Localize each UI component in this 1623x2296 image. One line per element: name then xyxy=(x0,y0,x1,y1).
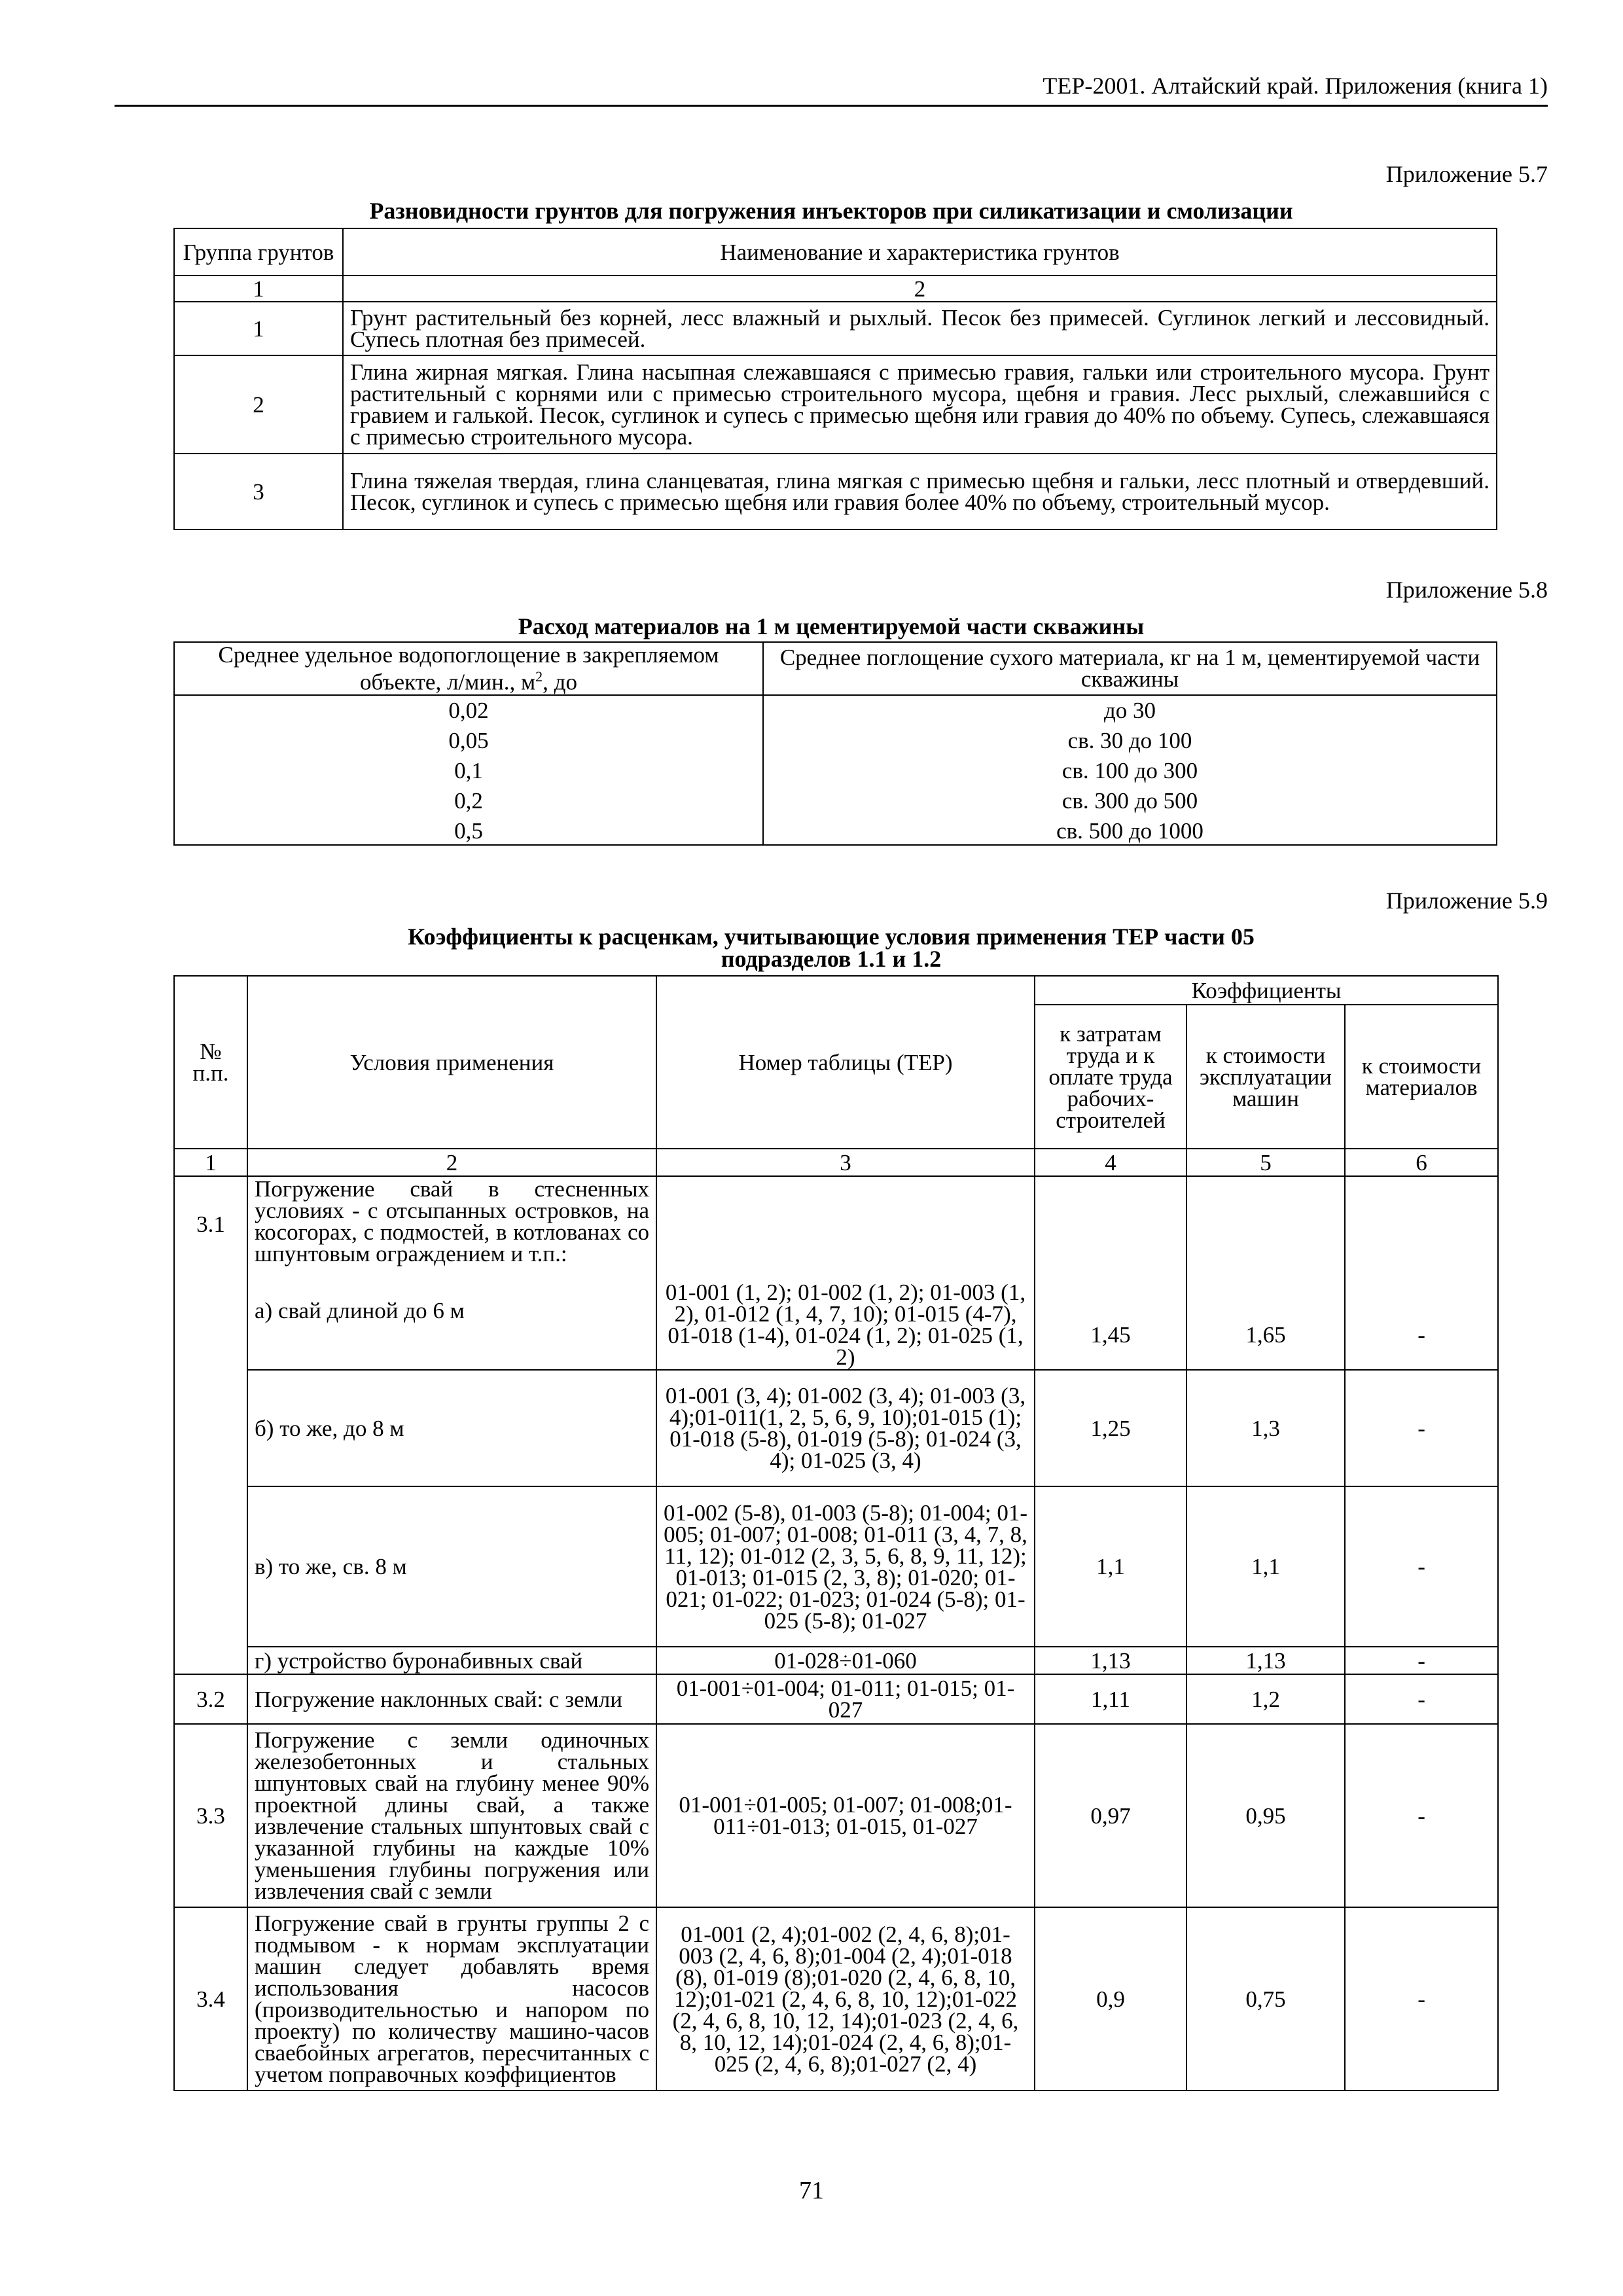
coefficients-table xyxy=(173,975,1499,2091)
soil-description: Глина жирная мягкая. Глина насыпная слежавшаяся с примесью гравия, гальки или строительного мусора. Грунт растительный с корнями или с примесью строительного мусора, щебня и гравия. Лесс рыхлый, слежавшийся с гравием и галькой. Песок, суглинок и супесь с примесью щебня или гравия до 40% по объему. Супесь, слежавшаяся с примесью строительного мусора. xyxy=(343,355,1497,454)
coef-machines: 1,13 xyxy=(1186,1647,1345,1674)
table-row xyxy=(174,723,1497,753)
dry-material-value: до 30 xyxy=(763,695,1497,723)
appendix-5-7-title: Разновидности грунтов для погружения инъекторов при силикатизации и смолизации xyxy=(369,198,1293,224)
appendix-5-8-title: Расход материалов на 1 м цементируемой части скважины xyxy=(518,613,1145,639)
col-number-row xyxy=(174,1149,1498,1176)
coef-materials: - xyxy=(1345,1647,1498,1674)
condition-text xyxy=(247,1176,656,1370)
coef-labor: 0,97 xyxy=(1035,1724,1186,1907)
col-header-description: Наименование и характеристика грунтов xyxy=(343,228,1497,276)
soil-group: 2 xyxy=(174,355,343,454)
table-row xyxy=(174,1486,1498,1647)
col-number-row xyxy=(174,276,1497,302)
table-row xyxy=(174,1907,1498,2090)
appendix-5-8-label: Приложение 5.8 xyxy=(1385,577,1548,603)
water-absorption-value: 0,05 xyxy=(174,723,763,753)
col-number: 2 xyxy=(247,1149,656,1176)
running-header: ТЕР-2001. Алтайский край. Приложения (книга 1) xyxy=(1043,73,1548,99)
soil-types-table xyxy=(173,228,1497,530)
table-row xyxy=(174,1176,1498,1370)
col-number: 6 xyxy=(1345,1149,1498,1176)
col-header-materials: к стоимости материалов xyxy=(1345,1005,1498,1149)
condition-text: Погружение с земли одиночных железобетонных и стальных шпунтовых свай на глубину менее 90% проектной длины свай, а также извлечение стальных шпунтовых свай с указанной глубины на каждые 10% уменьшения глубины погружения или извлечения свай с земли xyxy=(247,1724,656,1907)
coef-machines: 1,1 xyxy=(1186,1486,1345,1647)
condition-subitem: в) то же, св. 8 м xyxy=(247,1486,656,1647)
soil-description: Глина тяжелая твердая, глина сланцеватая, глина мягкая с примесью щебня и гальки, лесс плотный и отвердевший. Песок, суглинок и супесь с примесью щебня или гравия более 40% по объему, строительный мусор. xyxy=(343,454,1497,529)
table-row xyxy=(174,1370,1498,1486)
coef-machines: 0,95 xyxy=(1186,1724,1345,1907)
col-number: 1 xyxy=(174,276,343,302)
appendix-5-7-label: Приложение 5.7 xyxy=(1385,161,1548,187)
appendix-5-9-title: Коэффициенты к расценкам, учитывающие условия применения ТЕР части 05 подразделов 1.1 и 1.2 xyxy=(408,924,1255,972)
col-header-machines: к стоимости эксплуатации машин xyxy=(1186,1005,1345,1149)
table-numbers: 01-002 (5-8), 01-003 (5-8); 01-004; 01-005; 01-007; 01-008; 01-011 (3, 4, 7, 8, 11, 12); 01-012 (2, 3, 5, 6, 8, 9, 11, 12); 01-013; 01-015 (2, 3, 8); 01-020; 01-021; 01-022; 01-023; 01-024 (5-8); 01-025 (5-8); 01-027 xyxy=(656,1486,1035,1647)
coef-labor: 1,13 xyxy=(1035,1647,1186,1674)
col-header-dry-material: Среднее поглощение сухого материала, кг на 1 м, цементируемой части скважины xyxy=(763,642,1497,695)
material-consumption-table xyxy=(173,641,1497,846)
dry-material-value: св. 500 до 1000 xyxy=(763,813,1497,845)
coef-labor: 1,45 xyxy=(1035,1176,1186,1370)
col-header-group: Группа грунтов xyxy=(174,228,343,276)
water-absorption-value: 0,2 xyxy=(174,783,763,813)
dry-material-value: св. 30 до 100 xyxy=(763,723,1497,753)
coef-materials: - xyxy=(1345,1370,1498,1486)
page-number: 71 xyxy=(799,2177,824,2204)
table-row xyxy=(174,454,1497,529)
coef-machines: 0,75 xyxy=(1186,1907,1345,2090)
table-numbers: 01-001 (3, 4); 01-002 (3, 4); 01-003 (3, 4);01-011(1, 2, 5, 6, 9, 10);01-015 (1); 01-018 (5-8), 01-019 (5-8); 01-024 (3, 4); 01-025 (3, 4) xyxy=(656,1370,1035,1486)
table-numbers: 01-001 (2, 4);01-002 (2, 4, 6, 8);01-003 (2, 4, 6, 8);01-004 (2, 4);01-018 (8), 01-019 (8);01-020 (2, 4, 6, 8, 10, 12);01-021 (2, 4, 6, 8, 10, 12);01-022 (2, 4, 6, 8, 10, 12, 14);01-023 (2, 4, 6, 8, 10, 12, 14);01-024 (2, 4, 6, 8);01-025 (2, 4, 6, 8);01-027 (2, 4) xyxy=(656,1907,1035,2090)
table-header-row xyxy=(174,642,1497,695)
table-row xyxy=(174,695,1497,723)
dry-material-value: св. 300 до 500 xyxy=(763,783,1497,813)
coef-machines: 1,2 xyxy=(1186,1674,1345,1724)
row-number: 3.4 xyxy=(174,1907,247,2090)
table-row xyxy=(174,1674,1498,1724)
coef-machines: 1,65 xyxy=(1186,1176,1345,1370)
col-header-num: № п.п. xyxy=(174,976,247,1149)
condition-subitem: г) устройство буронабивных свай xyxy=(247,1647,656,1674)
table-header-row xyxy=(174,228,1497,276)
col-header-conditions: Условия применения xyxy=(247,976,656,1149)
col-header-water-absorption: Среднее удельное водопоглощение в закрепляемом объекте, л/мин., $м^2$, до xyxy=(174,642,763,695)
table-row xyxy=(174,783,1497,813)
col-number: 5 xyxy=(1186,1149,1345,1176)
condition-text: Погружение свай в грунты группы 2 с подмывом - к нормам эксплуатации машин следует добавлять время использования насосов (производительностью и напором по проекту) по количеству машино-часов сваебойных агрегатов, пересчитанных с учетом поправочных коэффициентов xyxy=(247,1907,656,2090)
row-number: 3.3 xyxy=(174,1724,247,1907)
table-header-row xyxy=(174,976,1498,1005)
coef-labor: 1,1 xyxy=(1035,1486,1186,1647)
soil-group: 1 xyxy=(174,302,343,355)
col-header-labor: к затратам труда и к оплате труда рабочих-строителей xyxy=(1035,1005,1186,1149)
soil-group: 3 xyxy=(174,454,343,529)
condition-subitem: б) то же, до 8 м xyxy=(247,1370,656,1486)
row-number: 3.2 xyxy=(174,1674,247,1724)
coef-materials: - xyxy=(1345,1176,1498,1370)
row-number: 3.1 xyxy=(174,1176,247,1674)
coef-labor: 1,11 xyxy=(1035,1674,1186,1724)
col-number: 1 xyxy=(174,1149,247,1176)
table-row xyxy=(174,1724,1498,1907)
soil-description: Грунт растительный без корней, лесс влажный и рыхлый. Песок без примесей. Суглинок легкий и лессовидный. Супесь плотная без примесей. xyxy=(343,302,1497,355)
coef-materials: - xyxy=(1345,1724,1498,1907)
appendix-5-9-label: Приложение 5.9 xyxy=(1385,888,1548,914)
water-absorption-value: 0,02 xyxy=(174,695,763,723)
condition-text: Погружение наклонных свай: с земли xyxy=(247,1674,656,1724)
table-row xyxy=(174,1647,1498,1674)
water-absorption-value: 0,1 xyxy=(174,753,763,783)
table-row xyxy=(174,355,1497,454)
col-number: 2 xyxy=(343,276,1497,302)
coef-labor: 1,25 xyxy=(1035,1370,1186,1486)
col-header-coefficients: Коэффициенты xyxy=(1035,976,1498,1005)
table-row xyxy=(174,753,1497,783)
table-row xyxy=(174,813,1497,845)
header-rule xyxy=(115,105,1548,107)
table-numbers: 01-001÷01-004; 01-011; 01-015; 01-027 xyxy=(656,1674,1035,1724)
table-row xyxy=(174,302,1497,355)
condition-intro: Погружение свай в стесненных условиях - с отсыпанных островков, на косогорах, с подмостей, в котлованах со шпунтовым ограждением и т.п.: xyxy=(255,1176,649,1266)
coef-materials: - xyxy=(1345,1486,1498,1647)
coef-materials: - xyxy=(1345,1907,1498,2090)
table-numbers: 01-001 (1, 2); 01-002 (1, 2); 01-003 (1, 2), 01-012 (1, 4, 7, 10); 01-015 (4-7), 01-018 (1-4), 01-024 (1, 2); 01-025 (1, 2) xyxy=(656,1176,1035,1370)
water-absorption-value: 0,5 xyxy=(174,813,763,845)
col-number: 3 xyxy=(656,1149,1035,1176)
coef-machines: 1,3 xyxy=(1186,1370,1345,1486)
condition-subitem: а) свай длиной до 6 м xyxy=(255,1298,465,1323)
coef-materials: - xyxy=(1345,1674,1498,1724)
table-numbers: 01-028÷01-060 xyxy=(656,1647,1035,1674)
dry-material-value: св. 100 до 300 xyxy=(763,753,1497,783)
col-number: 4 xyxy=(1035,1149,1186,1176)
table-numbers: 01-001÷01-005; 01-007; 01-008;01-011÷01-013; 01-015, 01-027 xyxy=(656,1724,1035,1907)
col-header-table-no: Номер таблицы (ТЕР) xyxy=(656,976,1035,1149)
coef-labor: 0,9 xyxy=(1035,1907,1186,2090)
